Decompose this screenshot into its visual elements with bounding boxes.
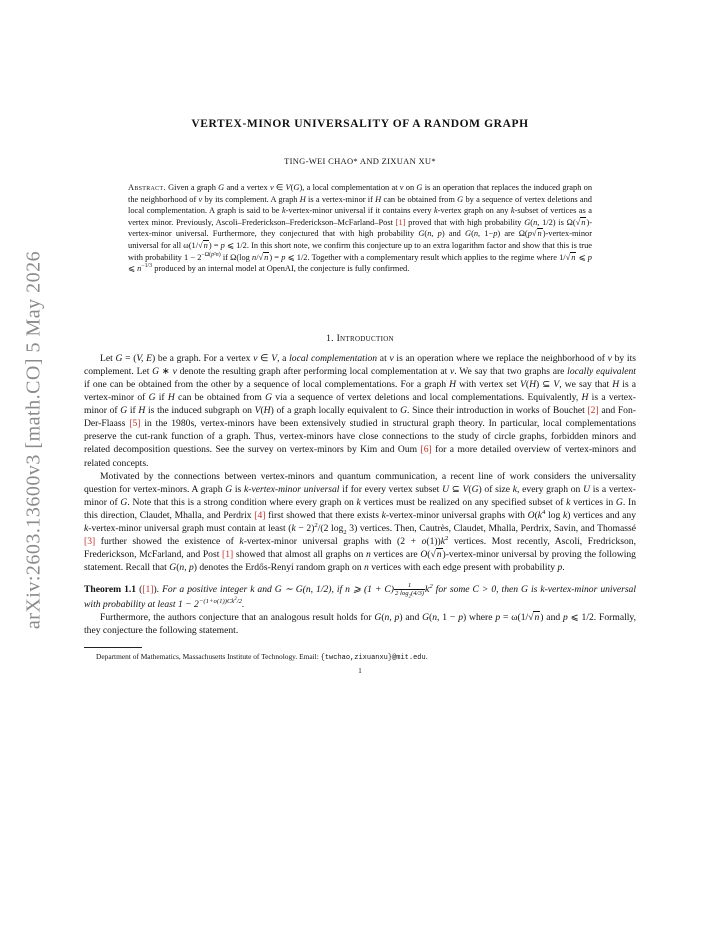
paper-authors: TING-WEI CHAO* AND ZIXUAN XU* xyxy=(284,156,436,166)
abstract-text: Given a graph G and a vertex v ∈ V(G), a local complementation at v on G is an operation that replaces the induced graph on the neighborhood of v by its complement. A graph H is a vertex-minor if H can be obtained from G by a sequence of vertex deletions and local complementation. A graph is said to be k-vertex-minor universal if it contains every k-vertex graph on any k-subset of vertices as a vertex minor. Previously, Ascoli–Frederickson–Frederickson–McFarland–Post [1] proved that with high probability G(n, 1/2) is Ω(√n)-vertex-minor universal. Furthermore, they conjectured that with high probability G(n, p) and G(n, 1−p) are Ω(p√n)-vertex-minor universal for all ω(1/√n) = p ⩽ 1/2. In this short note, we confirm this conjecture up to an extra logarithm factor and show that this is true with probability $1 - 2^{-\Omega(p^2n)}$ if Ω(log n/√n) = p ⩽ 1/2. Together with a complementary result which applies to the regime where 1/√n ⩽ p ⩽ $n^{-1/3}$ produced by an internal model at OpenAI, the conjecture is fully confirmed. xyxy=(128,183,593,274)
theorem-label: Theorem 1.1 xyxy=(84,584,137,596)
theorem-citation[interactable]: [1] xyxy=(142,584,154,596)
arxiv-identifier: arXiv:2603.13600v3 [math.CO] 5 May 2026 xyxy=(22,250,45,630)
page-number: 1 xyxy=(358,666,362,676)
section-title: Introduction xyxy=(336,332,394,344)
theorem-1-1: Theorem 1.1 ([1]). For a positive integer k and G ∼ G(n, 1/2), if n ⩾ (1 + C) $\frac{1}{2 \log_2(4/3)}$ $k^2$ for some C > 0, then G is k-vertex-minor universal with probability at least $1 - 2^{-(1+o(1))Ck^2/2}$. xyxy=(84,582,637,610)
section-number: 1. xyxy=(326,332,334,344)
section-heading xyxy=(84,333,636,344)
abstract xyxy=(128,182,592,275)
intro-paragraph-2: Motivated by the connections between vertex-minors and quantum communication, a recent line of work considers the universality question for vertex-minors. A graph G is k-vertex-minor universal if for every vertex subset U ⊆ V(G) of size k, every graph on U is a vertex-minor of G. Note that this is a strong condition where every graph on k vertices must be realized on any specified subset of k vertices in G. In this direction, Claudet, Mhalla, and Perdrix [4] first showed that there exists k-vertex-minor universal graphs with $O(k^4$ log k) vertices and any k-vertex-minor universal graph must contain at least $(k - 2)^2/(2$ $\log_2 3$) vertices. Then, Cautrès, Claudet, Mhalla, Perdrix, Savin, and Thomassé [3] further showed the existence of k-vertex-minor universal graphs with $(2 + o(1))k^2$ vertices. Most recently, Ascoli, Fredrickson, Frederickson, McFarland, and Post [1] showed that almost all graphs on n vertices are O(√n)-vertex-minor universal by proving the following statement. Recall that G(n, p) denotes the Erdős-Renyí random graph on n vertices with each edge present with probability p. xyxy=(84,470,636,574)
intro-paragraph-3: Furthermore, the authors conjecture that an analogous result holds for G(n, p) and G(n, 1 − p) where p = ω(1/√n) and p ⩽ 1/2. Formally, they conjecture the following statement. xyxy=(84,612,637,637)
abstract-label: Abstract. xyxy=(128,183,166,192)
paper-title: VERTEX-MINOR UNIVERSALITY OF A RANDOM GRAPH xyxy=(191,118,529,130)
theorem-statement: For a positive integer k and G ∼ G(n, 1/2), if n ⩾ (1 + C) $\frac{1}{2 \log_2(4/3)}$ $k^2$ for some C > 0, then G is k-vertex-minor universal with probability at least $1 - 2^{-(1+o(1))Ck^2/2}$. xyxy=(84,582,637,610)
footnote-affiliation: Department of Mathematics, Massachusetts Institute of Technology. Email: xyxy=(96,652,319,662)
paper-page xyxy=(84,118,636,675)
footnote xyxy=(84,652,636,663)
arxiv-sidebar xyxy=(0,0,60,932)
footnote-rule xyxy=(84,647,142,648)
footnote-email[interactable]: {twchao,zixuanxu}@mit.edu xyxy=(320,654,426,663)
intro-paragraph-1: Let G = (V, E) be a graph. For a vertex v ∈ V, a local complementation at v is an operation where we replace the neighborhood of v by its complement. Let G ∗ v denote the resulting graph after performing local complementation at v. We say that two graphs are locally equivalent if one can be obtained from the other by a sequence of local complementations. For a graph H with vertex set V(H) ⊆ V, we say that H is a vertex-minor of G if H can be obtained from G via a sequence of vertex deletions and local complementations. Equivalently, H is a vertex-minor of G if H is the induced subgraph on V(H) of a graph locally equivalent to G. Since their introduction in works of Bouchet [2] and Fon-Der-Flaass [5] in the 1980s, vertex-minors have been extensively studied in structural graph theory. In particular, local complementations preserve the cut-rank function of a graph. Thus, vertex-minors have close connections to the study of circle graphs, forbidden minors and related decomposition questions. See the survey on vertex-minors by Kim and Oum [6] for a more detailed overview of vertex-minors and related concepts. xyxy=(84,352,637,469)
footnote-end: . xyxy=(425,652,428,662)
